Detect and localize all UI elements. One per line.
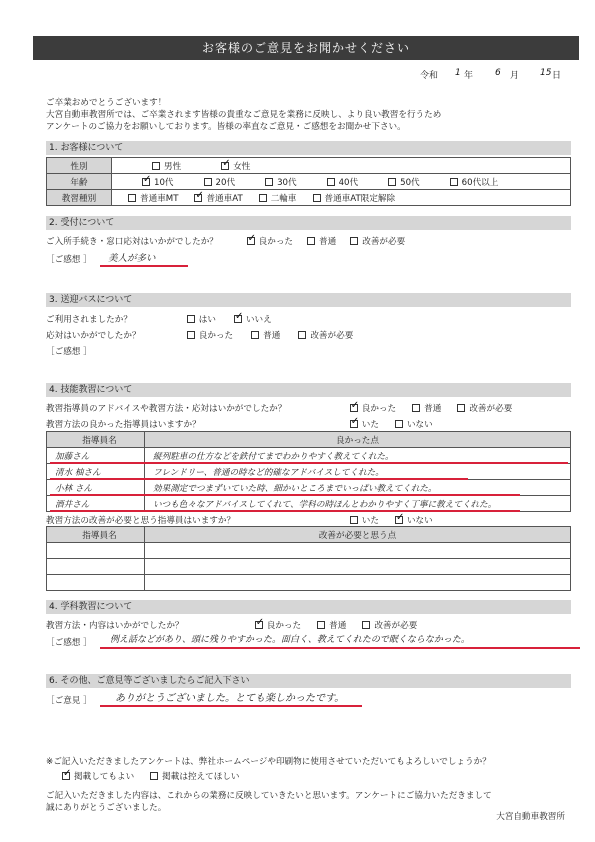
section-skill-header: 4. 技能教習について — [46, 383, 571, 397]
lecture-options — [239, 621, 418, 631]
checkbox-option[interactable] — [350, 418, 379, 430]
unchecked-box-icon[interactable] — [317, 621, 325, 629]
school-signature: 大宮自動車教習所 — [496, 812, 565, 822]
checkbox-option[interactable] — [317, 619, 346, 631]
other-underline — [100, 705, 362, 707]
gender-options — [112, 158, 571, 174]
unchecked-box-icon[interactable] — [187, 331, 195, 339]
unchecked-box-icon[interactable] — [204, 178, 212, 186]
checkbox-option[interactable] — [247, 235, 293, 247]
checkbox-option[interactable] — [187, 313, 216, 325]
gender-label: 性別 — [47, 158, 112, 174]
checkbox-label: 男性 — [164, 161, 182, 172]
checkbox-label: 女性 — [233, 161, 251, 172]
instructor-name: 加藤さん — [47, 448, 145, 464]
checkbox-label: 普通車MT — [140, 193, 179, 204]
checked-box-icon[interactable] — [350, 404, 358, 412]
lecture-comment: 例え話などがあり、頭に残りやすかった。面白く、教えてくれたので眠くならなかった。 — [110, 635, 470, 645]
good-row-underline — [50, 462, 568, 464]
checkbox-label: はい — [198, 315, 216, 325]
checked-box-icon[interactable] — [142, 178, 150, 186]
reception-comment: 美人が多い — [108, 253, 156, 264]
checkbox-option[interactable] — [450, 176, 499, 188]
comment-label-text: ご感想 — [54, 638, 81, 648]
section-lecture-header: 4. 学科教習について — [46, 600, 571, 614]
checkbox-option[interactable] — [251, 329, 280, 341]
lecture-underline — [100, 647, 580, 649]
checkbox-option[interactable] — [152, 160, 181, 172]
checkbox-label: 普通 — [319, 237, 337, 247]
intro-line: アンケートのご協力をお願いしております。皆様の率直なご意見・ご感想をお聞かせ下さい。 — [46, 122, 406, 132]
checked-box-icon[interactable] — [194, 194, 202, 202]
bus-use-row — [46, 313, 272, 325]
unchecked-box-icon[interactable] — [150, 772, 158, 780]
checkbox-option[interactable] — [221, 160, 250, 172]
checkbox-label: 改善が必要 — [374, 621, 418, 631]
reception-options — [233, 237, 406, 247]
checkbox-label: いた — [361, 516, 379, 526]
unchecked-box-icon[interactable] — [395, 420, 403, 428]
date-year-unit: 年 — [464, 71, 474, 81]
checkbox-option[interactable] — [62, 770, 134, 782]
unchecked-box-icon[interactable] — [457, 404, 465, 412]
checkbox-option[interactable] — [265, 176, 297, 188]
checkbox-option[interactable] — [150, 770, 239, 782]
checkbox-option[interactable] — [313, 192, 396, 204]
checkbox-label: 良かった — [361, 404, 397, 414]
bad-instructor-options — [334, 516, 433, 526]
unchecked-box-icon[interactable] — [388, 178, 396, 186]
bus-use-options — [169, 315, 272, 325]
age-label: 年齢 — [47, 174, 112, 190]
checkbox-label: 30代 — [277, 177, 297, 188]
col-good-points: 良かった点 — [145, 432, 571, 448]
skill-options — [334, 404, 513, 414]
checkbox-option[interactable] — [259, 192, 297, 204]
checkbox-option[interactable] — [327, 176, 359, 188]
form-title: お客様のご意見をお聞かせください — [33, 36, 579, 60]
good-instructor-options — [334, 420, 433, 430]
checkbox-option[interactable] — [187, 329, 233, 341]
checkbox-option[interactable] — [362, 619, 417, 631]
checkbox-option[interactable] — [298, 329, 353, 341]
unchecked-box-icon[interactable] — [259, 194, 267, 202]
checkbox-label: 二輪車 — [270, 193, 297, 204]
checkbox-option[interactable] — [412, 402, 441, 414]
unchecked-box-icon[interactable] — [350, 516, 358, 524]
instructor-good-point: 縦列駐車の仕方などを鉄付てまでわかりやすく教えてくれた。 — [145, 448, 571, 464]
unchecked-box-icon[interactable] — [187, 315, 195, 323]
checkbox-label: 普通 — [329, 621, 347, 631]
publish-options — [46, 772, 240, 782]
skill-question: 教習指導員のアドバイスや教習方法・応対はいかがでしたか？ — [46, 404, 287, 414]
unchecked-box-icon[interactable] — [327, 178, 335, 186]
bad-instructor-table — [46, 526, 571, 591]
section-bus-header: 3. 送迎バスについて — [46, 293, 571, 307]
checkbox-label: 改善が必要 — [469, 404, 513, 414]
col-instructor-name: 指導員名 — [47, 527, 145, 543]
instructor-name: 清水 柚さん — [47, 464, 145, 480]
checkbox-label: 良かった — [266, 621, 302, 631]
good-row-underline — [50, 478, 468, 480]
bus-service-row — [46, 329, 353, 341]
thanks-line: ご記入いただきました内容は、これからの業務に反映していきたいと思います。アンケートにご協力いただきまして — [46, 791, 492, 801]
reception-comment-label: ［ ご感想 ］ — [46, 253, 92, 265]
checkbox-option[interactable] — [350, 235, 405, 247]
checkbox-label: いた — [361, 420, 379, 430]
checked-box-icon[interactable] — [247, 237, 255, 245]
section-reception-header: 2. 受付について — [46, 216, 571, 230]
good-instructor-table — [46, 431, 571, 512]
checked-box-icon[interactable] — [221, 162, 229, 170]
thanks-line: 誠にありがとうございました。 — [46, 803, 167, 813]
unchecked-box-icon[interactable] — [450, 178, 458, 186]
checkbox-label: 普通車AT — [206, 193, 243, 204]
checkbox-option[interactable] — [255, 619, 301, 631]
publish-options-row — [46, 770, 240, 782]
checkbox-option[interactable] — [395, 418, 433, 430]
comment-label-text: ご感想 — [54, 347, 81, 357]
comment-label-text: ご感想 — [54, 255, 81, 265]
bad-instructor-row — [46, 514, 433, 526]
checked-box-icon[interactable] — [255, 621, 263, 629]
bus-comment-label: ［ ご感想 ］ — [46, 345, 92, 357]
checkbox-label: いない — [406, 420, 433, 430]
checkbox-label: 普通車AT限定解除 — [324, 193, 396, 204]
instructor-name: 小林 さん — [47, 480, 145, 496]
col-instructor-name: 指導員名 — [47, 432, 145, 448]
instructor-good-point: フレンドリー、普通の時など的確なアドバイスしてくれた。 — [145, 464, 571, 480]
checkbox-label: 40代 — [338, 177, 359, 188]
unchecked-box-icon[interactable] — [265, 178, 273, 186]
table-row — [47, 543, 571, 559]
good-instructor-question: 教習方法の良かった指導員はいますか？ — [46, 420, 201, 430]
date-month: 6 — [495, 68, 501, 78]
table-row — [47, 559, 571, 575]
course-options — [112, 190, 571, 206]
table-row — [47, 575, 571, 591]
lecture-comment-label: ［ ご感想 ］ — [46, 636, 92, 648]
unchecked-box-icon[interactable] — [152, 162, 160, 170]
good-row-underline — [50, 510, 520, 512]
comment-label-text: ご意見 — [54, 696, 81, 706]
unchecked-box-icon[interactable] — [350, 237, 358, 245]
age-options — [112, 174, 571, 190]
good-instructor-row — [46, 418, 433, 430]
checkbox-option[interactable] — [388, 176, 420, 188]
lecture-question-row — [46, 619, 417, 631]
instructor-good-point: いつも色々なアドバイスしてくれて、学科の時ほんとわかりやすく丁寧に教えてくれた。 — [145, 496, 571, 512]
checkbox-label: 普通 — [263, 331, 281, 341]
unchecked-box-icon[interactable] — [298, 331, 306, 339]
date-year: 1 — [455, 68, 461, 78]
checked-box-icon[interactable] — [350, 420, 358, 428]
checkbox-option[interactable] — [350, 402, 396, 414]
checkbox-label: いない — [406, 516, 433, 526]
unchecked-box-icon[interactable] — [128, 194, 136, 202]
checked-box-icon[interactable] — [62, 772, 70, 780]
unchecked-box-icon[interactable] — [313, 194, 321, 202]
thanks-text — [46, 790, 492, 814]
reception-question: ご入所手続き・窓口応対はいかがでしたか？ — [46, 237, 218, 247]
checkbox-label: 改善が必要 — [310, 331, 354, 341]
good-row-underline — [50, 494, 520, 496]
unchecked-box-icon[interactable] — [307, 237, 315, 245]
checkbox-option[interactable] — [307, 235, 336, 247]
col-bad-points: 改善が必要と思う点 — [145, 527, 571, 543]
unchecked-box-icon[interactable] — [251, 331, 259, 339]
checkbox-option[interactable] — [128, 192, 178, 204]
section-customer-header: 1. お客様について — [46, 141, 571, 155]
checked-box-icon[interactable] — [395, 516, 403, 524]
other-comment: ありがとうございました。とても楽しかったです。 — [115, 693, 345, 704]
checkbox-label: 10代 — [154, 177, 174, 188]
customer-info-table — [46, 157, 571, 206]
checkbox-option[interactable] — [350, 514, 379, 526]
date-day: 15 — [540, 68, 552, 78]
course-label: 教習種別 — [47, 190, 112, 206]
checked-box-icon[interactable] — [234, 315, 242, 323]
other-comment-label: ［ ご意見 ］ — [46, 694, 92, 706]
section-other-header: 6. その他、ご意見等ございましたらご記入下さい — [46, 674, 571, 688]
reception-underline — [100, 265, 188, 267]
bus-service-question: 応対はいかがでしたか？ — [46, 331, 141, 341]
intro-text — [46, 97, 571, 133]
checkbox-label: 掲載は控えてほしい — [162, 772, 240, 782]
bus-service-options — [169, 331, 354, 341]
bad-instructor-question: 教習方法の改善が必要と思う指導員はいますか？ — [46, 516, 236, 526]
checkbox-option[interactable] — [194, 192, 242, 204]
date-era: 令和 — [420, 71, 439, 81]
intro-line: ご卒業おめでとうございます！ — [46, 98, 167, 108]
checkbox-label: 60代以上 — [461, 177, 499, 188]
date-month-unit: 月 — [510, 71, 520, 81]
skill-question-row — [46, 402, 512, 414]
checkbox-label: 20代 — [215, 177, 236, 188]
intro-line: 大宮自動車教習所では、ご卒業されます皆様の貴重なご意見を業務に反映し、より良い教習を行うため — [46, 110, 442, 120]
instructor-name: 酒井さん — [47, 496, 145, 512]
checkbox-label: 50代 — [400, 177, 420, 188]
date-day-unit: 日 — [552, 71, 562, 81]
bus-use-question: ご利用されましたか？ — [46, 315, 132, 325]
checkbox-option[interactable] — [457, 402, 512, 414]
checkbox-option[interactable] — [142, 176, 174, 188]
checkbox-label: 良かった — [198, 331, 234, 341]
checkbox-label: 掲載してもよい — [74, 772, 135, 782]
checkbox-option[interactable] — [395, 514, 433, 526]
checkbox-label: 普通 — [424, 404, 442, 414]
checkbox-label: 良かった — [258, 237, 294, 247]
lecture-question: 教習方法・内容はいかがでしたか？ — [46, 621, 184, 631]
unchecked-box-icon[interactable] — [362, 621, 370, 629]
checkbox-label: 改善が必要 — [362, 237, 406, 247]
checkbox-label: いいえ — [245, 315, 272, 325]
checkbox-option[interactable] — [204, 176, 236, 188]
unchecked-box-icon[interactable] — [412, 404, 420, 412]
publish-question: ※ご記入いただきましたアンケートは、弊社ホームページや印刷物に使用させていただいてもよろしいでしょうか？ — [46, 757, 491, 767]
reception-question-row — [46, 235, 405, 247]
instructor-good-point: 効果測定でつまずいていた時、細かいところまでいっぱい教えてくれた。 — [145, 480, 571, 496]
checkbox-option[interactable] — [234, 313, 272, 325]
